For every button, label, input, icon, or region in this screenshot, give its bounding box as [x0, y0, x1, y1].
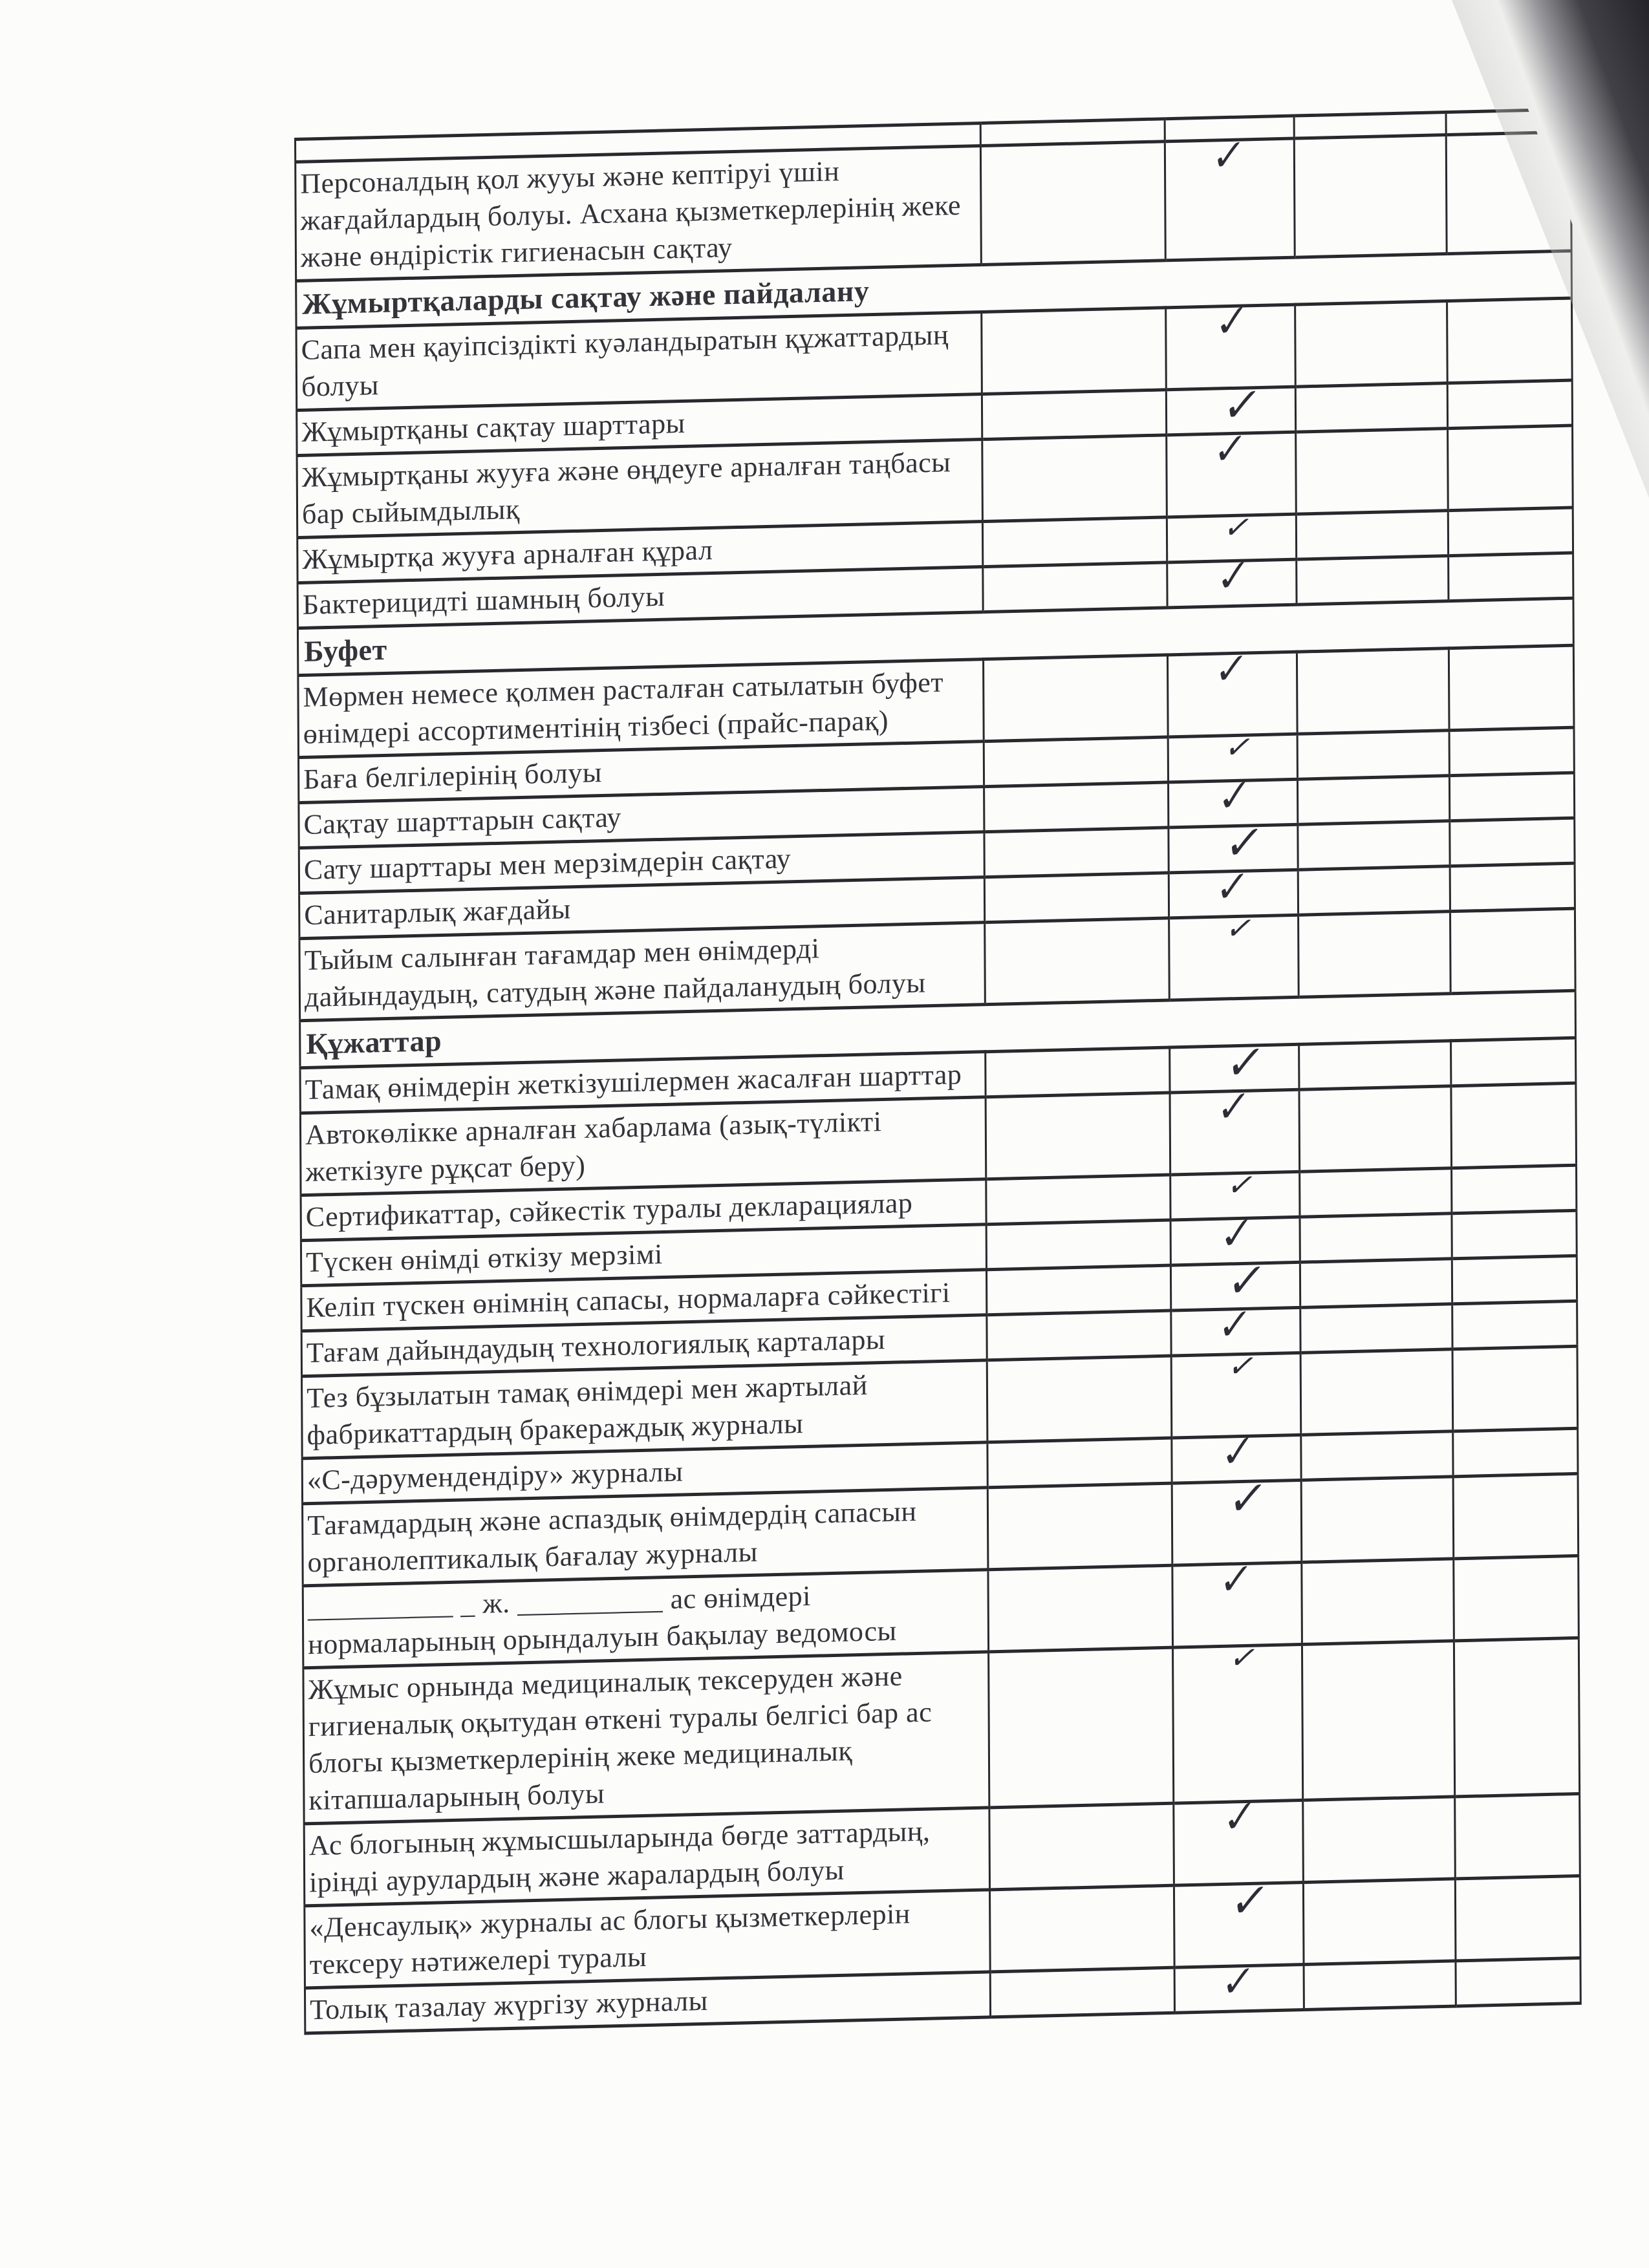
checkmark-icon: ✓	[1209, 862, 1249, 912]
checkmark-icon: ✓	[1224, 910, 1252, 947]
checkmark-icon: ✓	[1205, 131, 1245, 181]
empty-cell	[1452, 1210, 1577, 1259]
table-row	[303, 1638, 1580, 1824]
empty-cell	[1447, 298, 1573, 383]
empty-cell	[1296, 429, 1449, 515]
requirement-text: Бактерицидті шамның болуы	[297, 567, 983, 628]
empty-cell	[984, 873, 1169, 923]
empty-cell	[986, 1047, 1170, 1097]
empty-cell	[1449, 727, 1574, 776]
empty-cell	[1294, 135, 1447, 258]
empty-cell	[1450, 818, 1575, 866]
requirement-text: Сату шарттары мен мерзімдерін сақтау	[299, 832, 984, 893]
empty-cell	[1299, 1041, 1451, 1090]
empty-cell	[1455, 1876, 1580, 1961]
checkmark-icon: ✓	[1227, 1640, 1256, 1676]
check-cell	[1167, 551, 1297, 608]
requirement-text: Сапа мен қауіпсіздікті куәландыратын құжаттардың болуы	[296, 312, 982, 411]
check-cell	[1169, 910, 1299, 1000]
empty-cell	[989, 1803, 1174, 1890]
empty-cell	[1297, 556, 1449, 605]
empty-cell	[986, 1093, 1170, 1179]
requirement-text: Толық тазалау жүргізу журналы	[305, 1972, 990, 2033]
checkmark-icon: ✓	[1207, 425, 1247, 475]
empty-cell	[1300, 1168, 1452, 1217]
checkmark-icon: ✓	[1225, 1874, 1267, 1928]
empty-cell	[1453, 1428, 1578, 1477]
empty-cell	[1302, 1559, 1454, 1645]
empty-cell	[1449, 553, 1573, 601]
empty-cell	[1300, 1349, 1453, 1435]
empty-cell	[1297, 776, 1449, 825]
empty-cell	[1298, 821, 1450, 870]
empty-cell	[1456, 1958, 1580, 2006]
empty-cell	[1298, 866, 1450, 915]
checkmark-icon: ✓	[1223, 1472, 1265, 1526]
checkmark-icon: ✓	[1222, 509, 1250, 546]
empty-cell	[1303, 1879, 1456, 1965]
empty-cell	[1299, 912, 1451, 998]
empty-cell	[987, 1483, 1172, 1570]
check-cell	[1172, 1555, 1302, 1647]
requirement-text: Келіп түскен өнімнің сапасы, нормаларға сәйкестігі	[301, 1270, 987, 1331]
requirement-text: Тамақ өнімдерін жеткізушілермен жасалған шарттар	[300, 1052, 986, 1113]
checkmark-icon: ✓	[1212, 1427, 1258, 1478]
checkmark-icon: ✓	[1218, 379, 1259, 433]
requirement-text: Жұмыс орнында медициналық тексеруден және гигиеналық оқытудан өткені туралы белгісі бар ас блогы қызметкерлерінің жеке медициналық кітапшаларының болуы	[303, 1652, 989, 1824]
check-cell	[1167, 425, 1297, 517]
requirement-text: Сақтау шарттарын сақтау	[299, 787, 984, 848]
requirement-text: Тыйым салынған тағамдар мен өнімдерді дайындаудың, сатудың және пайдаланудың болуы	[299, 923, 985, 1021]
empty-cell	[1449, 773, 1574, 821]
requirement-text: Ас блогының жұмысшыларында бөгде заттардың, іріңді аурулардың және жаралардың болуы	[304, 1808, 989, 1906]
empty-cell	[1455, 1793, 1580, 1879]
requirement-text: Тағамдардың және аспаздық өнімдердің сапасын органолептикалық бағалау журналы	[303, 1488, 988, 1586]
empty-cell	[990, 1885, 1175, 1972]
checkmark-icon: ✓	[1205, 297, 1252, 348]
empty-cell	[987, 1438, 1172, 1488]
empty-cell	[986, 1220, 1170, 1270]
checklist-table	[294, 107, 1582, 2035]
empty-cell	[1294, 112, 1446, 139]
empty-cell	[985, 918, 1170, 1005]
empty-cell	[982, 308, 1167, 394]
requirement-text: Сертификаттар, сәйкестік туралы декларациялар	[301, 1179, 986, 1241]
empty-cell	[1304, 1961, 1456, 2010]
checkmark-icon: ✓	[1211, 1209, 1257, 1260]
empty-cell	[984, 655, 1169, 742]
section-header: Жұмыртқаларды сақтау және пайдалану	[296, 251, 1572, 328]
empty-cell	[1454, 1638, 1579, 1797]
check-cell	[1171, 1348, 1301, 1438]
requirement-text: Жұмыртқа жууға арналған құрал	[297, 522, 983, 583]
check-cell	[1166, 297, 1296, 390]
empty-cell	[987, 1265, 1171, 1315]
empty-cell	[1300, 1304, 1452, 1353]
empty-cell	[986, 1175, 1170, 1225]
empty-cell	[988, 1565, 1173, 1652]
empty-cell	[1448, 425, 1573, 511]
empty-cell	[990, 1967, 1174, 2017]
empty-cell	[1296, 511, 1448, 560]
checkmark-icon: ✓	[1220, 817, 1262, 870]
checkmark-icon: ✓	[1222, 1036, 1262, 1090]
requirement-text: Баға белгілерінің болуы	[299, 742, 984, 803]
empty-cell	[1300, 1259, 1452, 1308]
checklist-table-body	[296, 109, 1581, 2033]
empty-cell	[1454, 1556, 1579, 1641]
checkmark-icon: ✓	[1223, 729, 1251, 765]
requirement-text: Мөрмен немесе қолмен расталған сатылатын буфет өнімдері ассортиментінің тізбесі (прайс-парақ)	[298, 659, 984, 758]
empty-cell	[1450, 908, 1575, 994]
requirement-text: Тағам дайындаудың технологиялық карталары	[301, 1315, 987, 1376]
empty-cell	[1295, 301, 1448, 387]
section-header: Буфет	[297, 598, 1573, 675]
empty-cell	[1453, 1473, 1579, 1559]
checkmark-icon: ✓	[1212, 1300, 1251, 1350]
checkmark-icon: ✓	[1207, 551, 1254, 603]
empty-cell	[1302, 1641, 1454, 1801]
empty-cell	[1448, 508, 1573, 556]
empty-cell	[989, 1647, 1174, 1808]
empty-cell	[980, 142, 1165, 265]
check-cell	[1170, 1082, 1300, 1175]
empty-cell	[1452, 1346, 1578, 1431]
check-cell	[1165, 131, 1295, 261]
empty-cell	[982, 517, 1167, 567]
check-cell	[1174, 1792, 1304, 1885]
empty-cell	[987, 1311, 1171, 1360]
empty-cell	[1295, 383, 1447, 433]
checkmark-icon: ✓	[1226, 1348, 1254, 1384]
checkmark-icon: ✓	[1209, 645, 1248, 694]
empty-cell	[1303, 1797, 1456, 1883]
checkmark-icon: ✓	[1215, 1958, 1255, 2007]
empty-cell	[1300, 1214, 1452, 1263]
empty-cell	[1451, 1083, 1577, 1168]
empty-cell	[1452, 1301, 1577, 1349]
empty-cell	[1452, 1165, 1577, 1214]
requirement-text: Жұмыртқаны жууға және өңдеуге арналған таңбасы бар сыйымдылық	[297, 440, 982, 538]
check-cell	[1174, 1958, 1304, 2013]
empty-cell	[983, 562, 1167, 612]
requirement-text: «Денсаулық» журналы ас блогы қызметкерлерін тексеру нәтижелері туралы	[305, 1890, 990, 1988]
empty-cell	[984, 782, 1169, 832]
checkmark-icon: ✓	[1211, 1082, 1250, 1132]
checkmark-icon: ✓	[1222, 1254, 1264, 1308]
empty-cell	[984, 737, 1168, 787]
empty-cell	[1449, 645, 1574, 731]
empty-cell	[1297, 731, 1449, 780]
requirement-text: Персоналдың қол жууы және кептіруі үшін жағдайлардың болуы. Асхана қызметкерлерінің жеке және өндірістік гигиенасын сақтау	[296, 145, 982, 281]
requirement-text: Тез бұзылатын тамақ өнімдері мен жартылай фабрикаттардың бракераждық журналы	[302, 1360, 987, 1459]
empty-cell	[1447, 380, 1572, 429]
empty-cell	[984, 828, 1169, 877]
section-header: Құжаттар	[300, 990, 1576, 1067]
requirement-text: Автокөлікке арналған хабарлама (азық-түлікті жеткізуге рұқсат беру)	[300, 1097, 986, 1195]
checkmark-icon: ✓	[1213, 1792, 1260, 1843]
requirement-text: Жұмыртқаны сақтау шарттары	[297, 394, 982, 456]
requirement-text: __________ _ ж. __________ ас өнімдері нормаларының орындалуын бақылау ведомосы	[303, 1570, 988, 1668]
check-cell	[1173, 1640, 1303, 1803]
requirement-text: Түскен өнімді өткізу мерзімі	[301, 1225, 986, 1286]
requirement-text: Санитарлық жағдайы	[299, 877, 985, 939]
check-cell	[1172, 1472, 1302, 1565]
checkmark-icon: ✓	[1213, 1555, 1253, 1605]
requirement-text: «С-дәрумендендіру» журналы	[302, 1442, 987, 1504]
empty-cell	[1452, 1256, 1577, 1304]
empty-cell	[1450, 863, 1575, 912]
checkmark-icon: ✓	[1225, 1167, 1253, 1203]
empty-cell	[1451, 1038, 1576, 1086]
empty-cell	[1301, 1477, 1454, 1563]
empty-cell	[982, 435, 1167, 522]
checkmark-icon: ✓	[1208, 771, 1255, 822]
empty-cell	[1301, 1431, 1453, 1481]
check-cell	[1174, 1874, 1304, 1967]
empty-cell	[1297, 648, 1449, 734]
empty-cell	[1299, 1086, 1452, 1172]
check-cell	[1167, 645, 1297, 737]
empty-cell	[982, 390, 1166, 440]
empty-cell	[987, 1356, 1172, 1442]
